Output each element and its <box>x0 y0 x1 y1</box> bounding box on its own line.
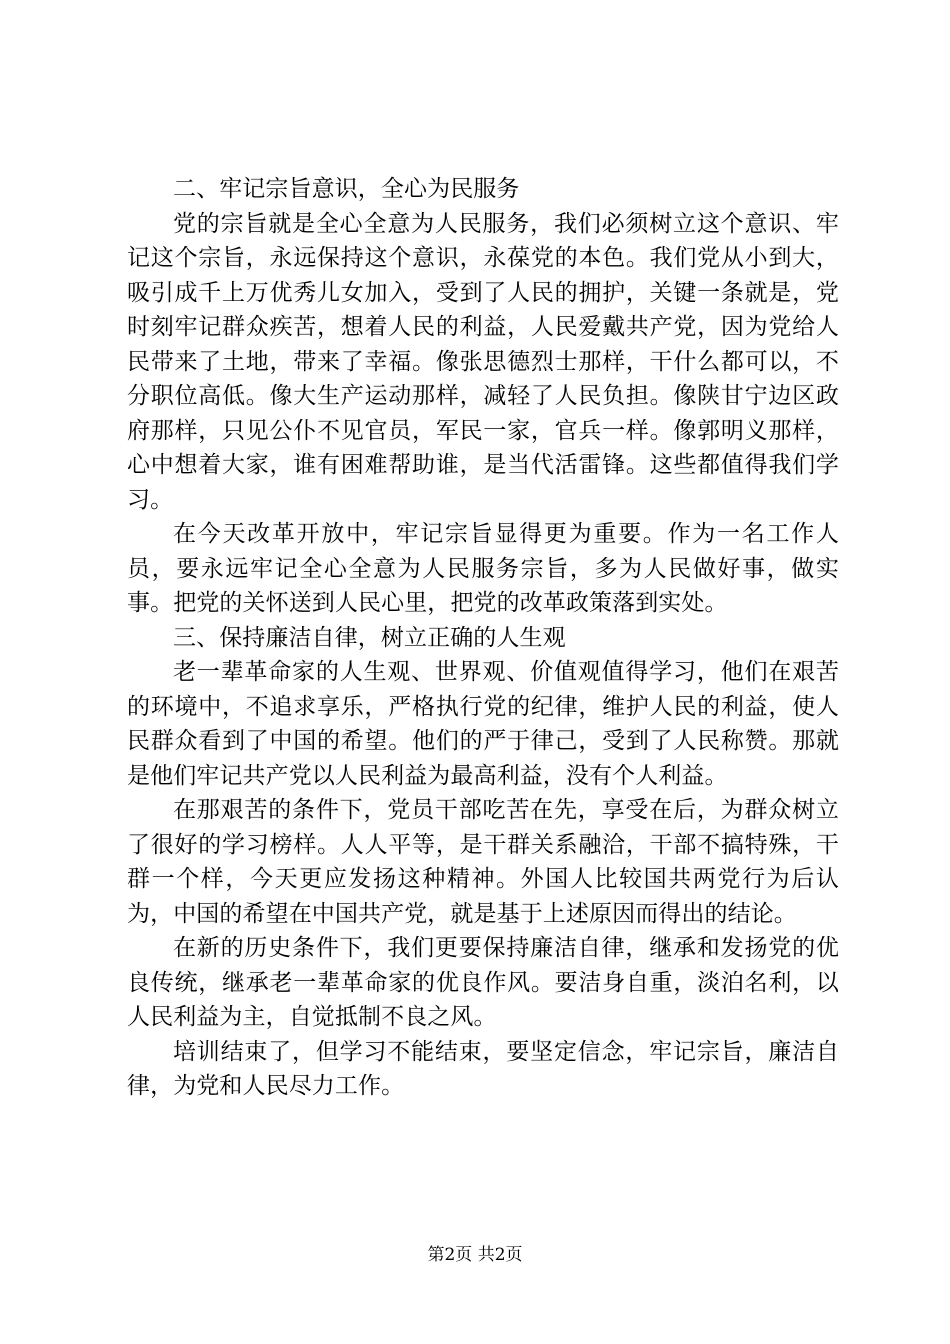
section-heading-3: 三、保持廉洁自律，树立正确的人生观 <box>173 624 566 651</box>
body-paragraph: 在新的历史条件下，我们更要保持廉洁自律，继承和发扬党的优良传统，继承老一辈革命家的优良作风。要洁身自重，淡泊名利，以人民利益为主，自觉抵制不良之风。 <box>127 935 839 1030</box>
body-paragraph: 党的宗旨就是全心全意为人民服务，我们必须树立这个意识、牢记这个宗旨，永远保持这个意识，永葆党的本色。我们党从小到大，吸引成千上万优秀儿女加入，受到了人民的拥护，关键一条就是，党时刻牢记群众疾苦，想着人民的利益，人民爱戴共产党，因为党给人民带来了土地，带来了幸福。像张思德烈士那样，干什么都可以，不分职位高低。像大生产运动那样，减轻了人民负担。像陕甘宁边区政府那样，只见公仆不见官员，军民一家，官兵一样。像郭明义那样，心中想着大家，谁有困难帮助谁，是当代活雷锋。这些都值得我们学习。 <box>127 210 839 513</box>
body-paragraph: 老一辈革命家的人生观、世界观、价值观值得学习，他们在艰苦的环境中，不追求享乐，严格执行党的纪律，维护人民的利益，使人民群众看到了中国的希望。他们的严于律己，受到了人民称赞。那就是他们牢记共产党以人民利益为最高利益，没有个人利益。 <box>127 659 839 789</box>
body-paragraph: 在今天改革开放中，牢记宗旨显得更为重要。作为一名工作人员，要永远牢记全心全意为人民服务宗旨，多为人民做好事，做实事。把党的关怀送到人民心里，把党的改革政策落到实处。 <box>127 521 839 616</box>
document-body <box>127 172 839 1104</box>
body-paragraph: 培训结束了，但学习不能结束，要坚定信念，牢记宗旨，廉洁自律，为党和人民尽力工作。 <box>127 1038 839 1099</box>
page-number-footer: 第2页 共2页 <box>427 1245 523 1265</box>
body-paragraph: 在那艰苦的条件下，党员干部吃苦在先，享受在后，为群众树立了很好的学习榜样。人人平等，是干群关系融洽，干部不搞特殊，干群一个样，今天更应发扬这种精神。外国人比较国共两党行为后认为，中国的希望在中国共产党，就是基于上述原因而得出的结论。 <box>127 797 839 927</box>
section-heading-2: 二、牢记宗旨意识，全心为民服务 <box>173 176 520 202</box>
